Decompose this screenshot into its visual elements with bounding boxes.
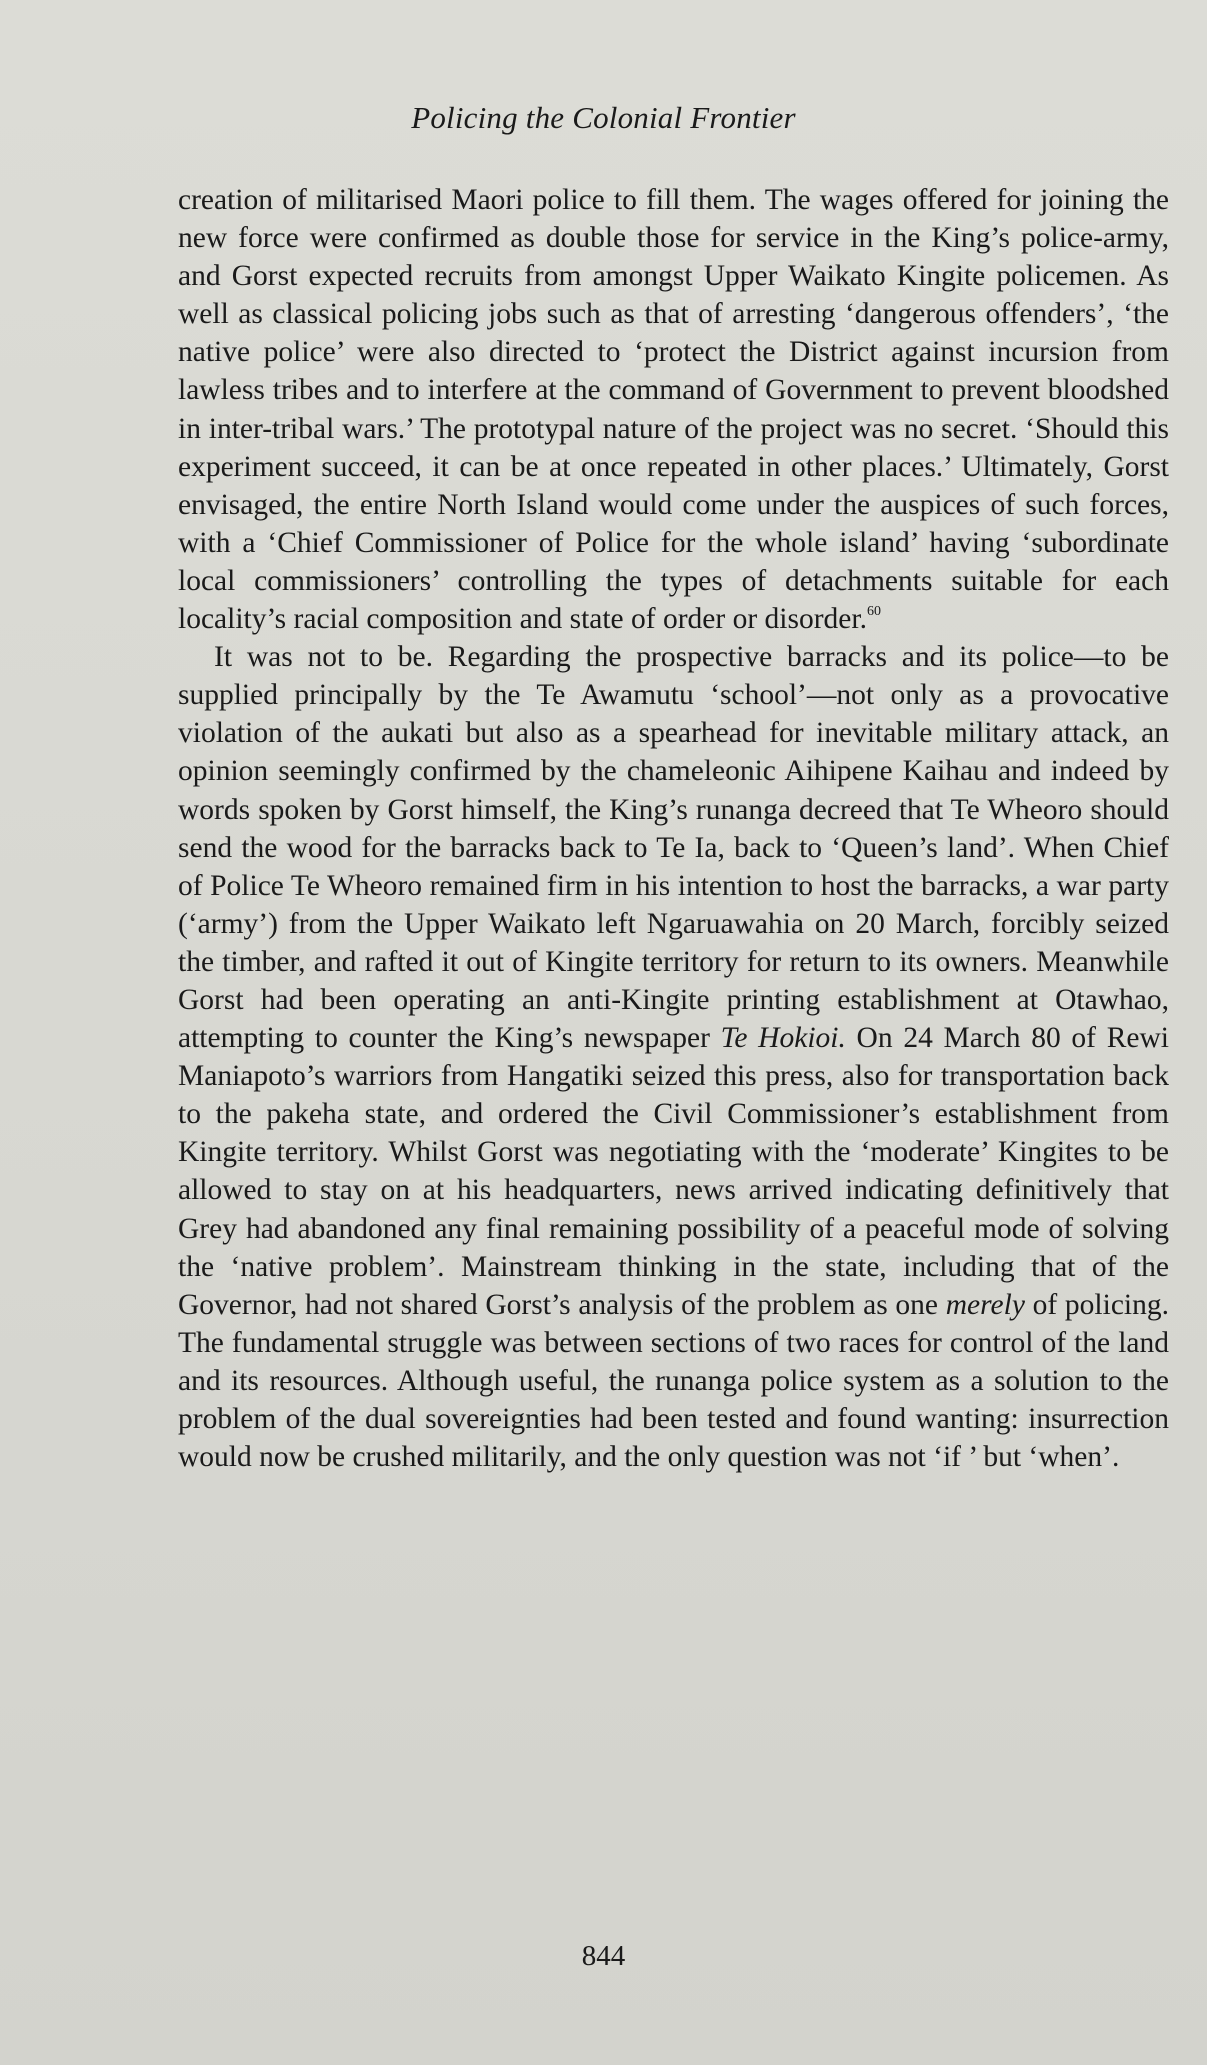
footnote-marker: 60 <box>866 604 881 620</box>
page-number: 844 <box>581 1940 626 1972</box>
text-run: creation of militarised Maori police to fill them. The wages offered for joining the new force were confirmed as double those for service in the King’s police-army, and Gorst expected recruits from amongst Upper Waikato Kingite policemen. As well as classical policing jobs such as that of arresting ‘dangerous offenders’, ‘the native police’ were also directed to ‘protect the District against incursion from lawless tribes and to interfere at the command of Government to prevent bloodshed in inter-tribal wars.’ The prototypal nature of the project was no secret. ‘Should this experiment succeed, it can be at once repeated in other places.’ Ultimately, Gorst envisaged, the entire North Island would come under the auspices of such forces, with a ‘Chief Commissioner of Police for the whole island’ having ‘subordinate local commissioners’ controlling the types of detachments suitable for each locality’s racial composition and state of order or disorder. <box>178 184 1169 636</box>
running-head: Policing the Colonial Frontier <box>411 100 796 135</box>
text-run: It was not to be. Regarding the prospective barracks and its police—to be supplied principally by the Te Awamutu ‘school’—not only as a provocative violation of the aukati but also as a spearhead for inevitable military attack, an opinion seemingly confirmed by the chameleonic Aihipene Kaihau and indeed by words spoken by Gorst himself, the King’s runanga decreed that Te Wheoro should send the wood for the barracks back to Te Ia, back to ‘Queen’s land’. When Chief of Police Te Wheoro remained firm in his intention to host the barracks, a war party (‘army’) from the Upper Waikato left Ngaruawahia on 20 March, forcibly seized the timber, and rafted it out of Kingite territory for return to its owners. Meanwhile Gorst had been operating an anti-Kingite printing establishment at Otawhao, attempting to counter the King’s newspaper <box>178 641 1169 1055</box>
body-text <box>178 181 1169 1476</box>
text-run: of policing. The fundamental struggle was between sections of two races for control of the land and its resources. Although useful, the runanga police system as a solution to the problem of the dual sovereignties had been tested and found wanting: insurrection would now be crushed militarily, and the only question was not ‘if ’ but ‘when’. <box>178 1288 1169 1474</box>
italic-text: merely <box>945 1288 1025 1321</box>
text-run: On 24 March 80 of Rewi Maniapoto’s warriors from Hangatiki seized this press, also for transportation back to the pakeha state, and ordered the Civil Commissioner’s establishment from Kingite territory. Whilst Gorst was negotiating with the ‘moderate’ Kingites to be allowed to stay on at his headquarters, news arrived indicating definitively that Grey had abandoned any final remaining possibility of a peaceful mode of solving the ‘native problem’. Mainstream thinking in the state, including that of the Governor, had not shared Gorst’s analysis of the problem as one <box>178 1022 1169 1321</box>
italic-text: Te Hokioi. <box>720 1022 846 1055</box>
paragraph <box>178 638 1169 1476</box>
paragraph <box>178 181 1169 638</box>
